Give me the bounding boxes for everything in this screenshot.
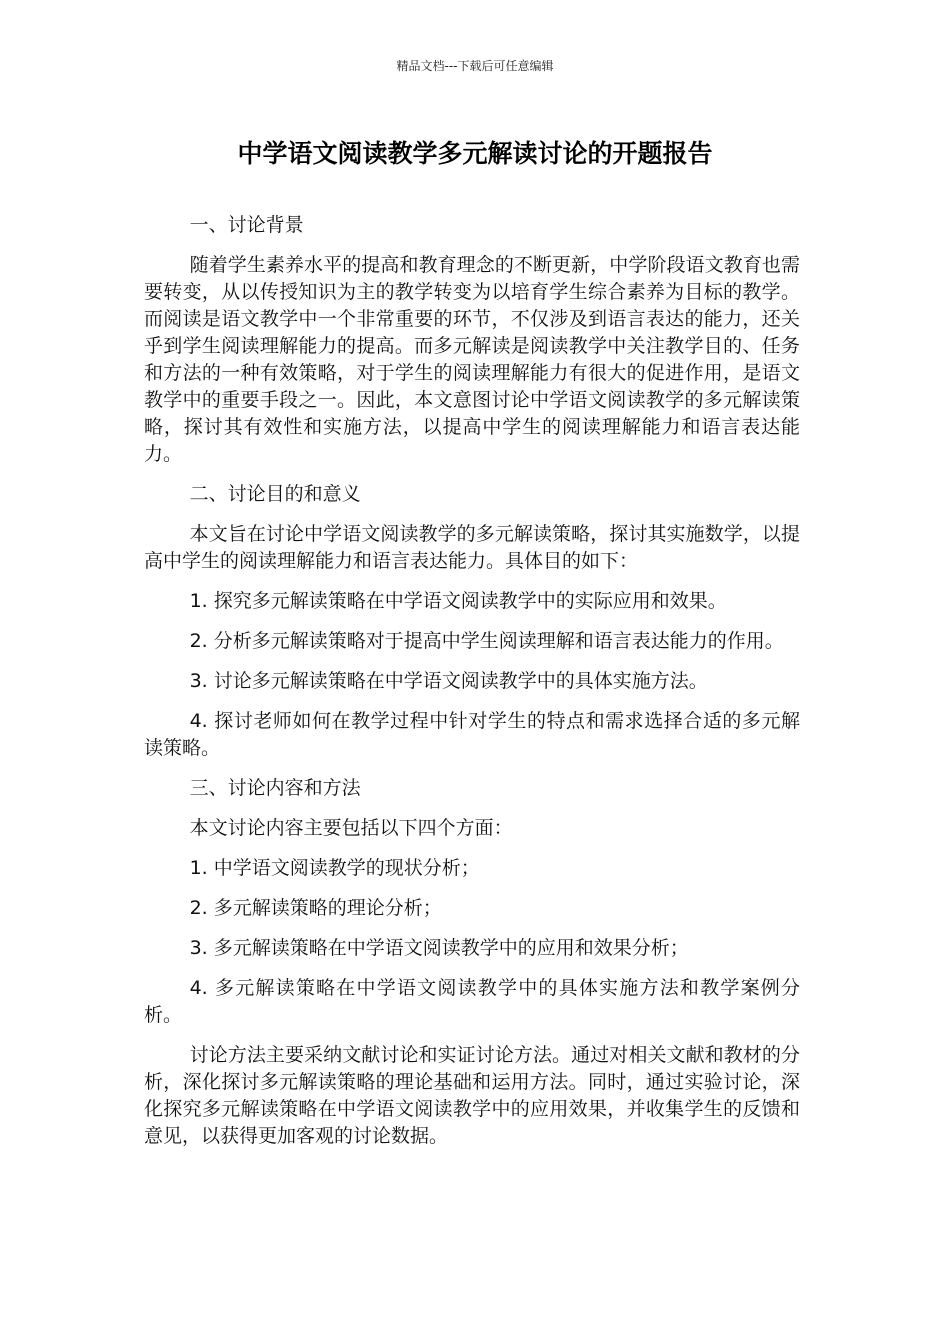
header-note: 精品文档---下载后可任意编辑 — [396, 59, 554, 73]
paragraph-purpose: 本文旨在讨论中学语文阅读教学的多元解读策略，探讨其实施数学，以提高中学生的阅读理解能力和语言表达能力。具体目的如下： — [144, 523, 800, 572]
paragraph-methods: 讨论方法主要采纳文献讨论和实证讨论方法。通过对相关文献和教材的分析，深化探讨多元解读策略的理论基础和运用方法。同时，通过实验讨论，深化探究多元解读策略在中学语文阅读教学中的应用效果，并收集学生的反馈和意见，以获得更加客观的讨论数据。 — [144, 1044, 800, 1147]
section-heading-purpose: 二、讨论目的和意义 — [189, 483, 361, 505]
section-heading-background: 一、讨论背景 — [189, 214, 304, 236]
list-item: 3. 讨论多元解读策略在中学语文阅读教学中的具体实施方法。 — [189, 670, 708, 692]
list-item: 1. 探究多元解读策略在中学语文阅读教学中的实际应用和效果。 — [189, 590, 727, 612]
paragraph-content-intro: 本文讨论内容主要包括以下四个方面： — [189, 817, 513, 839]
paragraph-background: 随着学生素养水平的提高和教育理念的不断更新，中学阶段语文教育也需要转变，从以传授知识为主的教学转变为以培育学生综合素养为目标的教学。而阅读是语文教学中一个非常重要的环节，不仅涉及到语言表达的能力，还关乎到学生阅读理解能力的提高。而多元解读是阅读教学中关注教学目的、任务和方法的一种有效策略，对于学生的阅读理解能力有很大的促进作用，是语文教学中的重要手段之一。因此，本文意图讨论中学语文阅读教学的多元解读策略，探讨其有效性和实施方法，以提高中学生的阅读理解能力和语言表达能力。 — [144, 254, 800, 465]
document-title: 中学语文阅读教学多元解读讨论的开题报告 — [237, 139, 713, 168]
document-body — [144, 212, 800, 1163]
list-item: 2. 分析多元解读策略对于提高中学生阅读理解和语言表达能力的作用。 — [189, 630, 784, 652]
list-item: 4. 多元解读策略在中学语文阅读教学中的具体实施方法和教学案例分析。 — [144, 977, 800, 1026]
list-item: 4. 探讨老师如何在教学过程中针对学生的特点和需求选择合适的多元解读策略。 — [144, 710, 800, 759]
list-item: 1. 中学语文阅读教学的现状分析； — [189, 857, 480, 879]
list-item: 2. 多元解读策略的理论分析； — [189, 897, 442, 919]
list-item: 3. 多元解读策略在中学语文阅读教学中的应用和效果分析； — [189, 937, 689, 959]
section-heading-content-methods: 三、讨论内容和方法 — [189, 777, 361, 799]
